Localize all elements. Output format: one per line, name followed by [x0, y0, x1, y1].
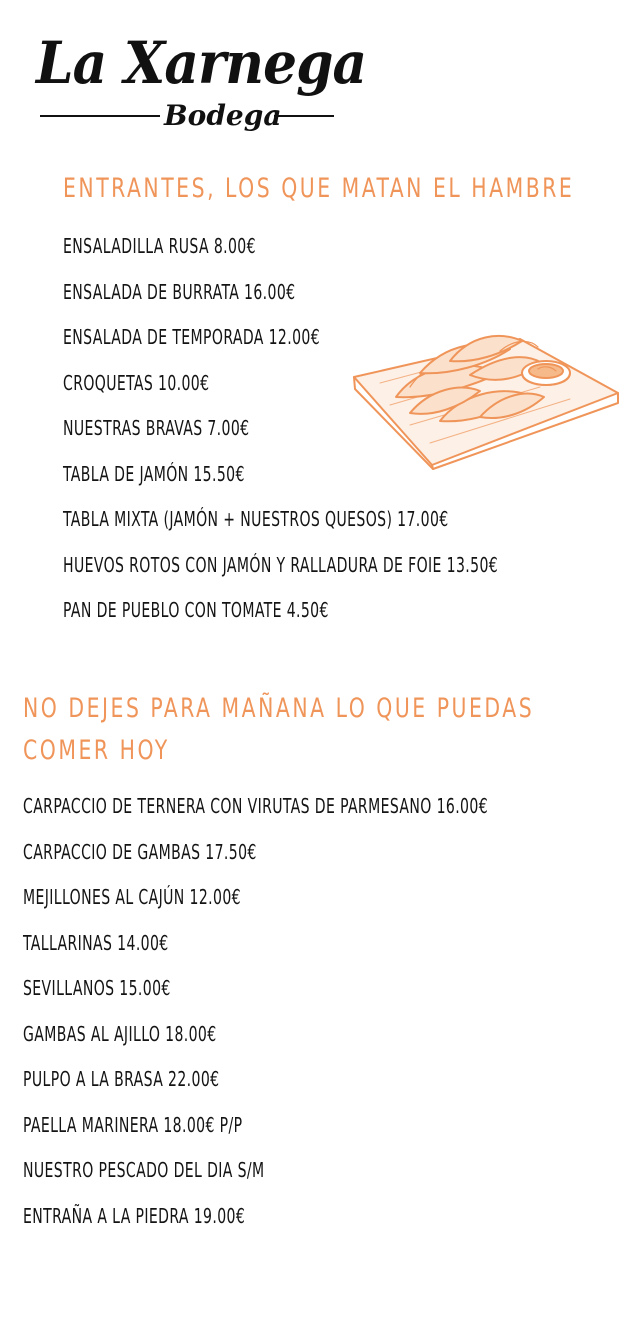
- menu-item: TABLA DE JAMÓN 15.50€: [63, 461, 245, 486]
- menu-item: CROQUETAS 10.00€: [63, 370, 210, 395]
- logo-name: La Xarnega: [36, 29, 367, 97]
- menu-item: TALLARINAS 14.00€: [23, 930, 169, 955]
- logo-rule-right: [274, 115, 334, 117]
- menu-item: CARPACCIO DE GAMBAS 17.50€: [23, 839, 257, 864]
- menu-list-no-dejes: [23, 792, 619, 1247]
- menu-item: GAMBAS AL AJILLO 18.00€: [23, 1021, 217, 1046]
- section-title-entrantes: ENTRANTES, LOS QUE MATAN EL HAMBRE: [63, 173, 575, 204]
- menu-item: ENSALADA DE TEMPORADA 12.00€: [63, 325, 321, 349]
- menu-item: PAELLA MARINERA 18.00€ P/P: [23, 1112, 243, 1137]
- menu-item: NUESTRAS BRAVAS 7.00€: [63, 416, 250, 440]
- menu-item: SEVILLANOS 15.00€: [23, 976, 171, 1000]
- menu-item: TABLA MIXTA (JAMÓN + NUESTROS QUESOS) 17.00€: [63, 507, 449, 531]
- menu-item: PULPO A LA BRASA 22.00€: [23, 1067, 220, 1091]
- section-title-no-dejes-line2: COMER HOY: [23, 735, 170, 766]
- brand-logo: [36, 29, 367, 146]
- menu-item: HUEVOS ROTOS CON JAMÓN Y RALLADURA DE FOIE 13.50€: [63, 552, 499, 577]
- logo-rule-left: [40, 115, 160, 117]
- menu-item: NUESTRO PESCADO DEL DIA S/M: [23, 1158, 265, 1182]
- menu-item: MEJILLONES AL CAJÚN 12.00€: [23, 885, 241, 909]
- section-title-no-dejes-line1: NO DEJES PARA MAÑANA LO QUE PUEDAS: [23, 693, 535, 724]
- menu-item: PAN DE PUEBLO CON TOMATE 4.50€: [63, 598, 329, 622]
- menu-item: ENTRAÑA A LA PIEDRA 19.00€: [23, 1203, 246, 1228]
- logo-subtitle: Bodega: [164, 99, 282, 132]
- menu-item: CARPACCIO DE TERNERA CON VIRUTAS DE PARMESANO 16.00€: [23, 794, 489, 818]
- menu-item: ENSALADA DE BURRATA 16.00€: [63, 279, 296, 304]
- menu-item: ENSALADILLA RUSA 8.00€: [63, 234, 256, 258]
- potato-wedges-board-icon: [350, 325, 622, 470]
